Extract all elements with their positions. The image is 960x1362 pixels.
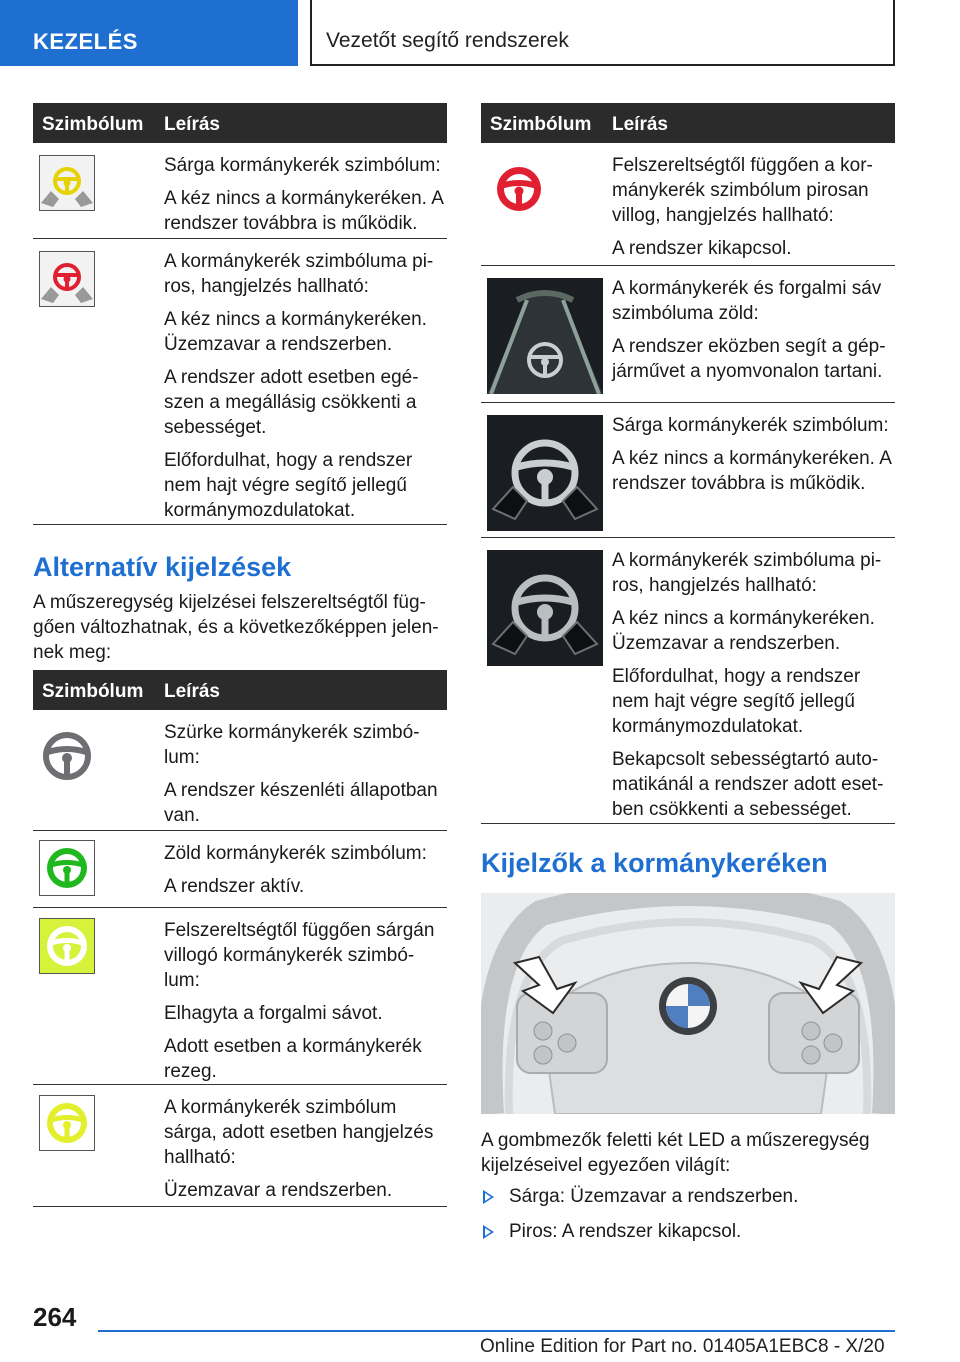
list-item-text: Sárga: Üzemzavar a rendszerben.: [509, 1186, 799, 1207]
row-line: A kormánykerék és forgalmi sáv szimbóluma zöld:: [612, 278, 882, 324]
table-row: [33, 1085, 447, 1207]
col-symbol: Szimbólum: [42, 681, 144, 702]
footer-rule: [98, 1330, 895, 1332]
red-steering-wheel-icon: [491, 161, 547, 222]
table-row: [481, 403, 895, 538]
table-header: [481, 103, 895, 143]
section-heading: Alternatív kijelzések: [33, 552, 292, 582]
row-line: Szürke kormánykerék szimbó-lum:: [164, 722, 420, 768]
row-line: A kéz nincs a kormánykeréken. A rendszer továbbra is működik.: [612, 448, 891, 494]
symbol-table-1: [33, 103, 447, 525]
list-item: [481, 1219, 895, 1244]
symbol-table-2: [33, 670, 447, 1207]
col-description: Leírás: [164, 681, 220, 702]
gray-steering-wheel-icon: [39, 728, 95, 789]
col-description: Leírás: [164, 114, 220, 135]
table-row: [481, 538, 895, 824]
row-line: A rendszer készenléti állapotban van.: [164, 780, 438, 826]
section-paragraph: A gombmezők feletti két LED a műszeregység kijelzéseivel egyezően világít:: [481, 1130, 870, 1176]
symbol-table-3: [481, 103, 895, 824]
table-row: [33, 908, 447, 1085]
table-row: [33, 143, 447, 239]
yellow-steering-hands-icon: [39, 155, 95, 216]
yellow-steering-wheel-icon: [39, 1095, 95, 1156]
row-line: Adott esetben a kormánykerék rezeg.: [164, 1036, 422, 1082]
row-line: Felszereltségtől függően sárgán villogó kormánykerék szimbó-lum:: [164, 920, 435, 991]
row-line: A rendszer kikapcsol.: [612, 238, 792, 259]
table-header: [33, 103, 447, 143]
row-line: A rendszer adott esetben egé-szen a megállásig csökkenti a sebességet.: [164, 367, 419, 438]
section-intro: A műszeregység kijelzései felszereltségtől füg-gően változhatnak, és a következőképpen jelen-nek meg:: [33, 592, 439, 663]
list-item: [481, 1184, 895, 1209]
row-line: Sárga kormánykerék szimbólum:: [612, 415, 889, 436]
row-line: A kéz nincs a kormánykeréken. A rendszer továbbra is működik.: [164, 188, 443, 234]
row-line: Felszereltségtől függően a kor-mánykerék szimbólum pirosan villog, hangjelzés hallható:: [612, 155, 873, 226]
row-line: Bekapcsolt sebességtartó auto-matikánál a rendszer adott eset-ben csökkenti a sebességet.: [612, 749, 884, 820]
row-line: A kéz nincs a kormánykeréken. Üzemzavar a rendszerben.: [164, 309, 427, 355]
row-line: A kormánykerék szimbóluma pi-ros, hangjelzés hallható:: [612, 550, 882, 596]
table-row: [33, 239, 447, 525]
row-line: Üzemzavar a rendszerben.: [164, 1180, 393, 1201]
col-symbol: Szimbólum: [490, 114, 592, 135]
section-title: KEZELÉS: [33, 29, 138, 54]
table-row: [33, 710, 447, 831]
dark-steering-hands-icon: [487, 415, 603, 536]
lane-green-steering-icon: [487, 278, 603, 399]
row-line: Előfordulhat, hogy a rendszer nem hajt végre segítő jellegű kormánymozdulatokat.: [612, 666, 861, 737]
table-row: [481, 143, 895, 266]
row-line: A rendszer aktív.: [164, 876, 305, 897]
row-line: A rendszer eközben segít a gép-járművet a nyomvonalon tartani.: [612, 336, 886, 382]
table-header: [33, 670, 447, 710]
row-line: A kormánykerék szimbóluma pi-ros, hangjelzés hallható:: [164, 251, 434, 297]
dark-steering-hands-alert-icon: [487, 550, 603, 671]
row-line: Sárga kormánykerék szimbólum:: [164, 155, 441, 176]
bullet-triangle-icon: [483, 1190, 494, 1204]
section-tab: [0, 0, 298, 66]
red-steering-hands-icon: [39, 251, 95, 312]
row-line: Zöld kormánykerék szimbólum:: [164, 843, 427, 864]
row-line: Előfordulhat, hogy a rendszer nem hajt végre segítő jellegű kormánymozdulatokat.: [164, 450, 413, 521]
row-line: Elhagyta a forgalmi sávot.: [164, 1003, 383, 1024]
chapter-tab: [312, 0, 895, 66]
col-symbol: Szimbólum: [42, 114, 144, 135]
row-line: A kéz nincs a kormánykeréken. Üzemzavar a rendszerben.: [612, 608, 875, 654]
bullet-triangle-icon: [483, 1225, 494, 1239]
table-row: [33, 831, 447, 908]
row-line: A kormánykerék szimbólum sárga, adott esetben hangjelzés hallható:: [164, 1097, 434, 1168]
col-description: Leírás: [612, 114, 668, 135]
section-heading: Kijelzők a kormánykeréken: [481, 848, 828, 878]
yellow-flash-steering-wheel-icon: [39, 918, 95, 979]
page-number: 264: [33, 1302, 77, 1332]
edition-text: Online Edition for Part no. 01405A1EBC8 - X/20: [480, 1336, 885, 1357]
chapter-title: Vezetőt segítő rendszerek: [326, 29, 569, 52]
green-steering-wheel-icon: [39, 840, 95, 901]
table-row: [481, 266, 895, 403]
steering-wheel-photo: [481, 893, 895, 1114]
list-item-text: Piros: A rendszer kikapcsol.: [509, 1221, 742, 1242]
bullet-list: [481, 1184, 895, 1254]
